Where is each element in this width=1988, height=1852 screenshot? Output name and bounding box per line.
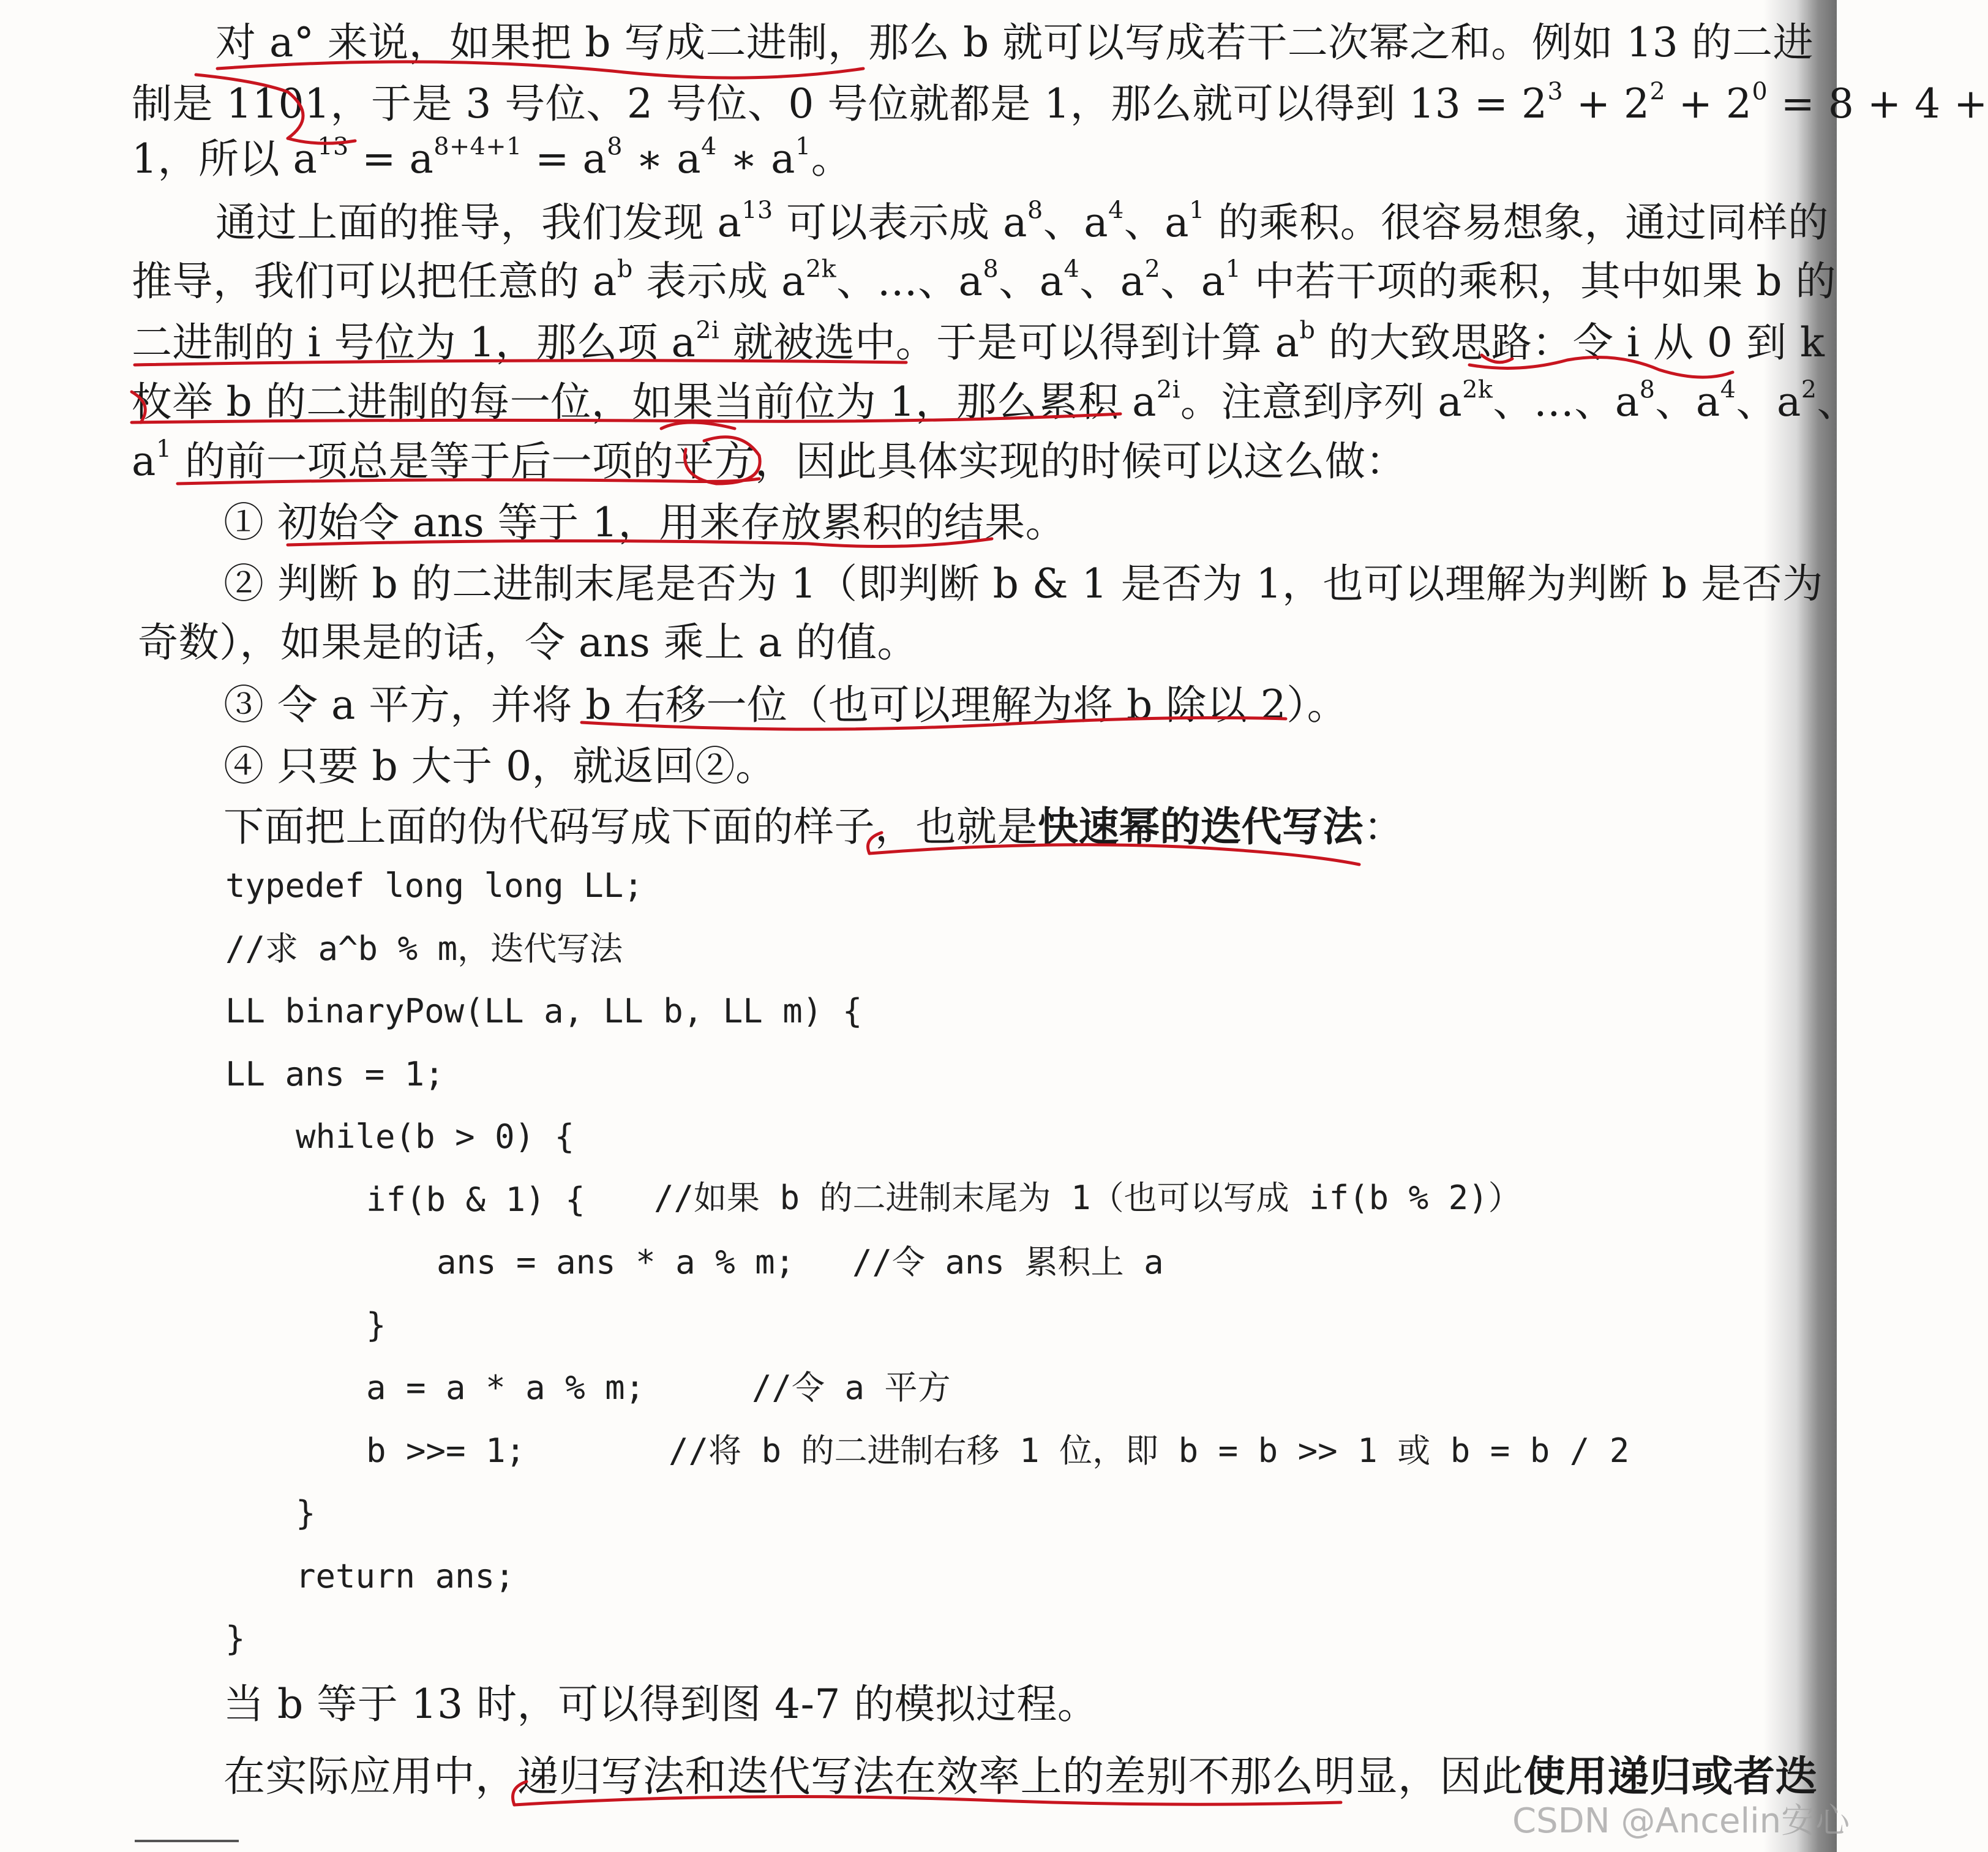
p1-line-2: 制是 1101，于是 3 号位、2 号位、0 号位就都是 1，那么就可以得到 $13 = 2^3 + 2^2 + 2^0 = 8 + 4$ + (132, 77, 1988, 127)
code-intro: 下面把上面的伪代码写成下面的样子，也就是快速幂的迭代写法： (223, 803, 1405, 850)
step-1: ① 初始令 ans 等于 1，用来存放累积的结果。 (223, 499, 1067, 546)
code-line-7: ans = ans * a % m; (437, 1243, 795, 1281)
p2-line-5: $a^1$ 的前一项总是等于后一项的平方，因此具体实现的时候可以这么做： (132, 435, 1407, 485)
step-2-line-2: 奇数），如果是的话，令 ans 乘上 a 的值。 (138, 619, 918, 666)
code-line-12: return ans; (296, 1557, 515, 1595)
code-line-10: b >>= 1; (366, 1431, 526, 1470)
code-line-8: } (366, 1306, 386, 1344)
code-comment-7: //令 ans 累积上 a (852, 1243, 1164, 1281)
code-line-11: } (296, 1494, 316, 1532)
p1-line-3: 1，所以 $a^{13} = a^{8+4+1} = a^8$ ∗ $a^4$ ∗ $a^1$。 (132, 132, 852, 182)
code-line-4: LL ans = 1; (225, 1055, 444, 1093)
code-line-1: typedef long long LL; (225, 866, 643, 905)
code-line-13: } (225, 1619, 246, 1658)
p1-line-1: 对 a° 来说，如果把 b 写成二进制，那么 b 就可以写成若干二次幂之和。例如 13 的二进 (216, 19, 1814, 66)
p2-line-3: 二进制的 i 号位为 1，那么项 $a^{2i}$ 就被选中。于是可以得到计算 $a^b$ 的大致思路：令 i 从 0 到 k (132, 316, 1825, 366)
step-3: ③ 令 a 平方，并将 b 右移一位（也可以理解为将 b 除以 2）。 (223, 681, 1348, 729)
p2-line-1: 通过上面的推导，我们发现 $a^{13}$ 可以表示成 $a^8$、$a^4$、$a^1$ 的乘积。很容易想象，通过同样的 (216, 196, 1829, 246)
keyword-fast-power-iterative: 快速幂的迭代写法 (1038, 803, 1363, 850)
p2-line-2: 推导，我们可以把任意的 $a^b$ 表示成 $a^{2k}$、…、$a^8$、$a^4$、$a^2$、$a^1$ 中若干项的乘积，其中如果 b 的 (132, 255, 1837, 305)
code-line-5: while(b > 0) { (296, 1117, 575, 1156)
csdn-watermark: CSDN @Ancelin安心 (1512, 1801, 1850, 1841)
step-4: ④ 只要 b 大于 0，就返回②。 (223, 743, 776, 790)
code-line-3: LL binaryPow(LL a, LL b, LL m) { (225, 992, 863, 1030)
code-comment-6: //如果 b 的二进制末尾为 1（也可以写成 if(b % 2)） (654, 1179, 1521, 1217)
footnote-rule (135, 1840, 239, 1842)
code-comment-9: //令 a 平方 (752, 1368, 951, 1407)
code-comment-10: //将 b 的二进制右移 1 位，即 b = b >> 1 或 b = b / 2 (669, 1431, 1630, 1470)
step-2-line-1: ② 判断 b 的二进制末尾是否为 1（即判断 b & 1 是否为 1，也可以理解为判断 b 是否为 (223, 560, 1823, 607)
code-line-6: if(b & 1) { (366, 1180, 585, 1219)
code-line-9: a = a * a % m; (366, 1368, 645, 1407)
code-line-2: //求 a^b % m，迭代写法 (225, 929, 623, 968)
after-code-line-1: 当 b 等于 13 时，可以得到图 4-7 的模拟过程。 (223, 1681, 1098, 1728)
p2-line-4: 枚举 b 的二进制的每一位，如果当前位为 1，那么累积 $a^{2i}$。注意到序列 $a^{2k}$、…、$a^8$、$a^4$、$a^2$、 (132, 375, 1858, 426)
after-code-line-2: 在实际应用中，递归写法和迭代写法在效率上的差别不那么明显，因此使用递归或者迭 (223, 1752, 1818, 1801)
